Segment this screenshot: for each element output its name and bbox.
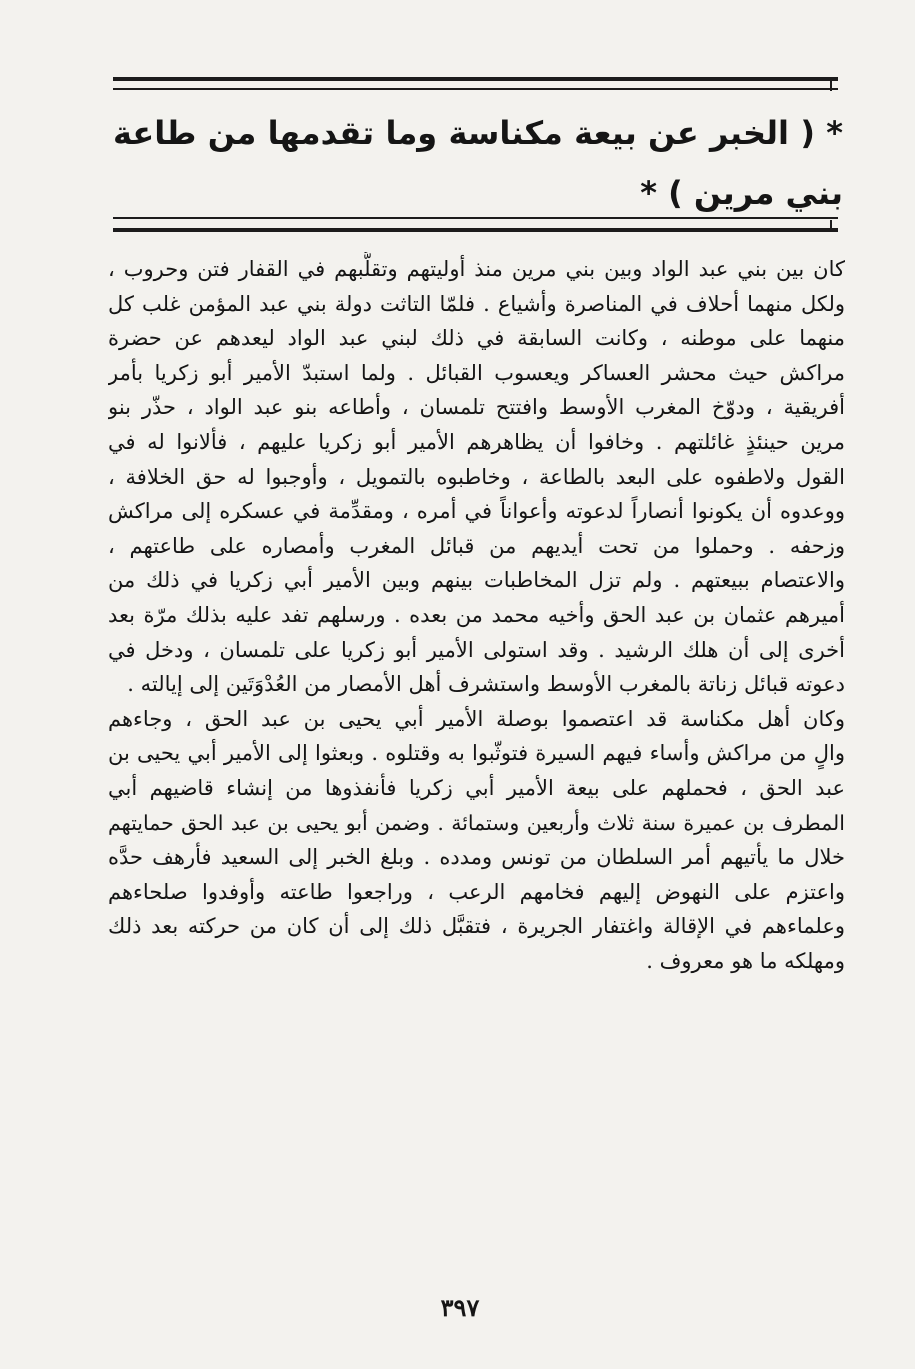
page-number: ٣٩٧ — [440, 1293, 480, 1322]
text-line: مراكش حيث محشر العساكر ويعسوب القبائل . ولما استبدّ الأمير أبو زكريا بأمر — [108, 360, 845, 385]
text-line: ووعدوه أن يكونوا أنصاراً لدعوته وأعواناً في أمره ، ومقدِّمة في عسكره إلى مراكش — [108, 499, 845, 524]
text-line: أميرهم عثمان بن عبد الحق وأخيه محمد من بعده . ورسلهم تفد عليه بذلك مرّة بعد — [108, 602, 845, 627]
text-line: كان بين بني عبد الواد وبين بني مرين منذ أوليتهم وتقلُّبهم في القفار فتن وحروب ، — [108, 257, 845, 281]
text-line: واعتزم على النهوض إليهم فخامهم الرعب ، وراجعوا طاعته وأوفدوا صلحاءهم — [108, 879, 845, 904]
text-line: دعوته قبائل زناتة بالمغرب الأوسط واستشرف أهل الأمصار من العُدْوَتَين إلى إيالته . — [127, 672, 845, 697]
text-line: القول ولاطفوه على البعد بالطاعة ، وخاطبوه بالتمويل ، وأوجبوا له حق الخلافة ، — [108, 464, 845, 489]
rule-line — [113, 77, 838, 81]
rule-line — [113, 228, 838, 232]
text-line: والٍ من مراكش وأساء فيهم السيرة فتوثّبوا به وقتلوه . وبعثوا إلى الأمير أبي يحيى بن — [108, 741, 845, 766]
text-line: أخرى إلى أن هلك الرشيد . وقد استولى الأمير أبو زكريا على تلمسان ، ودخل في — [108, 637, 845, 662]
text-line: مرين حينئذٍ غائلتهم . وخافوا أن يظاهرهم الأمير أبو زكريا عليهم ، فألانوا له في — [108, 429, 845, 454]
text-line: أفريقية ، ودوّخ المغرب الأوسط وافتتح تلمسان ، وأطاعه بنو عبد الواد ، حذّر بنو — [108, 395, 845, 420]
text-line: والاعتصام ببيعتهم . ولم تزل المخاطبات بينهم وبين الأمير أبي زكريا في ذلك من — [108, 568, 845, 593]
text-line: ولكل منهما أحلاف في المناصرة وأشياع . فلمّا التاثت دولة بني عبد المؤمن غلب كل — [108, 291, 845, 316]
text-line: وزحفه . وحملوا من تحت أيديهم من قبائل المغرب وأمصاره على طاعتهم ، — [108, 533, 845, 558]
text-line: المطرف بن عميرة سنة ثلاث وأربعين وستمائة . وضمن أبو يحيى بن عبد الحق حمايتهم — [108, 810, 845, 835]
bottom-double-rule — [113, 215, 838, 239]
text-line: ومهلكه ما هو معروف . — [646, 948, 845, 973]
section-heading: * ( الخبر عن بيعة مكناسة وما تقدمها من طاعة بني مرين ) * — [113, 114, 843, 212]
rule-line — [113, 88, 838, 90]
text-line: خلال ما يأتيهم أمر السلطان من تونس ومدده . وبلغ الخبر إلى السعيد فأرهف حدَّه — [108, 845, 845, 870]
text-line: منهما على موطنه ، وكانت السابقة في ذلك لبني عبد الواد ليعدهم عن حضرة — [108, 326, 845, 351]
text-line: وكان أهل مكناسة قد اعتصموا بوصلة الأمير أبي يحيى بن عبد الحق ، وجاءهم — [108, 706, 845, 731]
rule-tick — [830, 79, 832, 91]
rule-tick — [830, 220, 832, 232]
body-text — [108, 252, 845, 978]
top-double-rule — [113, 73, 838, 97]
text-line: وعلماءهم في الإقالة واغتفار الجريرة ، فتقبَّل ذلك إلى أن كان من حركته بعد ذلك — [108, 914, 845, 939]
rule-line — [113, 217, 838, 219]
text-line: عبد الحق ، فحملهم على بيعة الأمير أبي زكريا فأنفذوها من إنشاء قاضيهم أبي — [108, 775, 845, 800]
